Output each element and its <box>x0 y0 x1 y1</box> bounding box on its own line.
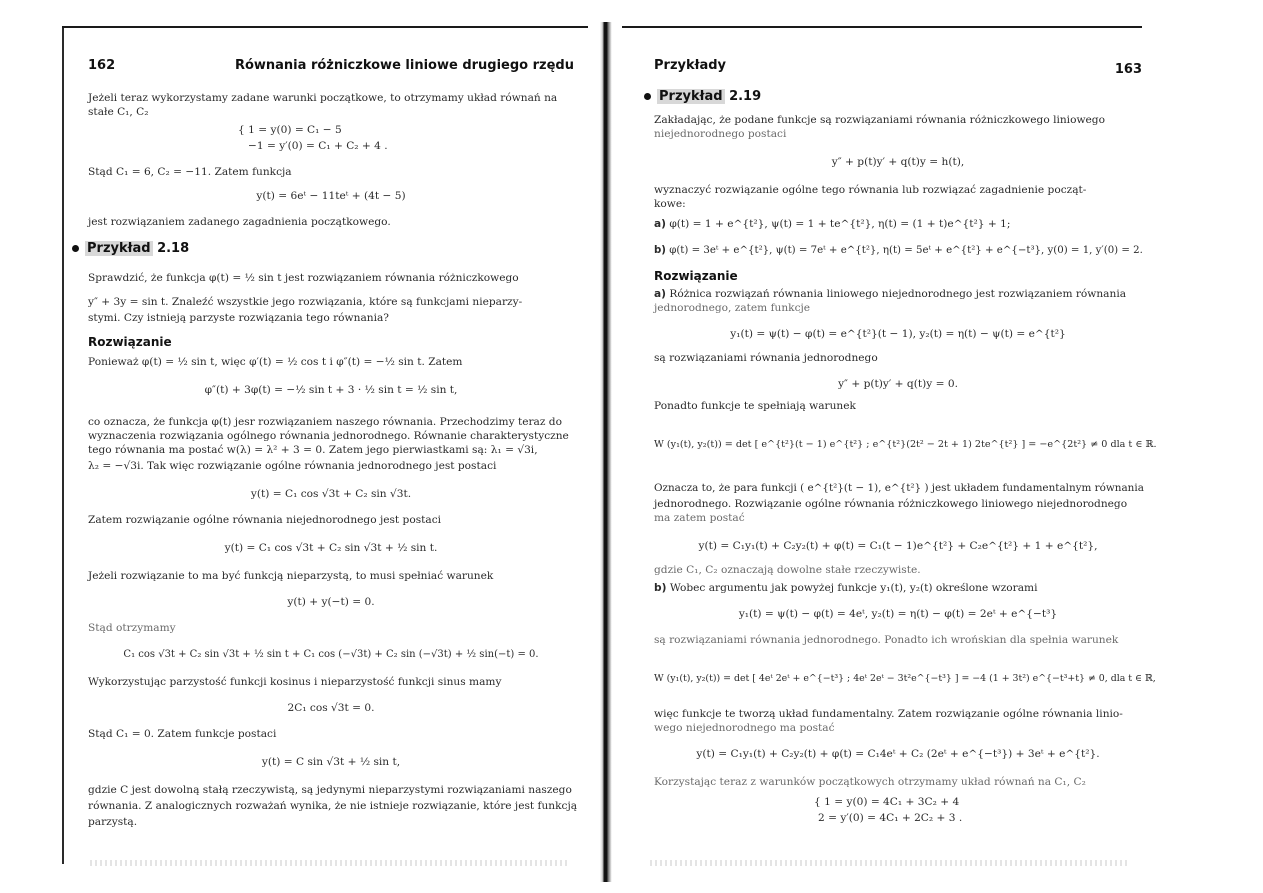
solution-heading: Rozwiązanie <box>88 335 172 349</box>
item-b <box>654 244 1143 257</box>
example-label: Przykład <box>659 89 723 104</box>
text-line: więc funkcje te tworzą układ fundamentalny. Zatem rozwiązanie ogólne równania linio- <box>654 708 1123 720</box>
text-line: gdzie C jest dowolną stałą rzeczywistą, są jedynymi nieparzystymi rozwiązaniami naszego <box>88 784 572 796</box>
text-line: wego niejednorodnego ma postać <box>654 722 835 734</box>
text-line: co oznacza, że funkcja φ(t) jesr rozwiązaniem naszego równania. Przechodzimy teraz do <box>88 416 562 428</box>
bullet-icon <box>644 93 651 100</box>
solution-a-label: a) <box>654 288 666 300</box>
wronskian-equation: W (y₁(t), y₂(t)) = det [ 4eᵗ 2eᵗ + e^{−t³} ; 4eᵗ 2eᵗ − 3t²e^{−t³} ] = −4 (1 + 3t²) e^{−t³+t} ≠ 0, dla t ∈ ℝ, <box>654 673 1156 684</box>
text-line: Zakładając, że podane funkcje są rozwiązaniami równania różniczkowego liniowego <box>654 114 1105 126</box>
text-line: wyznaczenia rozwiązania ogólnego równania jednorodnego. Równanie charakterystyczne <box>88 430 569 442</box>
running-header-left: Równania różniczkowe liniowe drugiego rzędu <box>234 58 574 73</box>
wronskian-equation: W (y₁(t), y₂(t)) = det [ e^{t²}(t − 1) e^{t²} ; e^{t²}(2t² − 2t + 1) 2te^{t²} ] = −e^{2t²} ≠ 0 dla t ∈ ℝ. <box>654 439 1157 450</box>
text-line: jednorodnego. Rozwiązanie ogólne równania różniczkowego liniowego niejednorodnego <box>654 498 1128 510</box>
equation: y″ + p(t)y′ + q(t)y = h(t), <box>831 156 965 168</box>
text-line: Oznacza to, że para funkcji ( e^{t²}(t − 1), e^{t²} ) jest układem fundamentalnym równania <box>654 482 1144 494</box>
equation: y(t) + y(−t) = 0. <box>287 596 375 608</box>
equation: y₁(t) = ψ(t) − φ(t) = e^{t²}(t − 1), y₂(t) = η(t) − ψ(t) = e^{t²} <box>730 328 1066 340</box>
text-line: Wobec argumentu jak powyżej funkcje y₁(t), y₂(t) określone wzorami <box>669 582 1038 594</box>
text-line: Jeżeli teraz wykorzystamy zadane warunki początkowe, to otrzymamy układ równań na <box>88 92 558 104</box>
text-line: stałe C₁, C₂ <box>88 106 149 118</box>
equation: { 1 = y(0) = C₁ − 5 <box>238 124 342 136</box>
text-line: stymi. Czy istnieją parzyste rozwiązania tego równania? <box>88 312 389 324</box>
text-line: Zatem rozwiązanie ogólne równania niejednorodnego jest postaci <box>88 514 442 526</box>
bottom-scan-noise-left <box>90 860 570 866</box>
equation: y(t) = 6eᵗ − 11teᵗ + (4t − 5) <box>256 190 406 202</box>
item-b-text: φ(t) = 3eᵗ + e^{t²}, ψ(t) = 7eᵗ + e^{t²}, η(t) = 5eᵗ + e^{t²} + e^{−t³}, y(0) = 1, y′(0) = 2. <box>669 245 1143 256</box>
text-line: Ponadto funkcje te spełniają warunek <box>654 400 856 412</box>
text-line: Jeżeli rozwiązanie to ma być funkcją nieparzystą, to musi spełniać warunek <box>88 570 494 582</box>
example-label: Przykład <box>87 241 151 256</box>
text-line: są rozwiązaniami równania jednorodnego <box>654 352 878 364</box>
text-line: parzystą. <box>88 816 138 828</box>
text-line: niejednorodnego postaci <box>654 128 787 140</box>
text-line: Stąd otrzymamy <box>88 622 176 634</box>
equation: 2 = y′(0) = 4C₁ + 2C₂ + 3 . <box>818 812 963 824</box>
text-line: Sprawdzić, że funkcja φ(t) = ½ sin t jest rozwiązaniem równania różniczkowego <box>88 272 519 284</box>
text-line: kowe: <box>654 198 686 210</box>
equation: φ″(t) + 3φ(t) = −½ sin t + 3 · ½ sin t = ½ sin t, <box>204 384 458 396</box>
equation: y″ + p(t)y′ + q(t)y = 0. <box>838 378 958 390</box>
text-line: Wykorzystując parzystość funkcji kosinus i nieparzystość funkcji sinus mamy <box>88 676 502 688</box>
book-spine <box>588 22 622 882</box>
solution-heading: Rozwiązanie <box>654 269 738 283</box>
equation: y(t) = C sin √3t + ½ sin t, <box>261 756 401 768</box>
solution-a-first <box>654 288 1126 301</box>
equation: y(t) = C₁ cos √3t + C₂ sin √3t + ½ sin t. <box>224 542 438 554</box>
equation: y(t) = C₁y₁(t) + C₂y₂(t) + φ(t) = C₁(t − 1)e^{t²} + C₂e^{t²} + 1 + e^{t²}, <box>698 540 1098 552</box>
item-a-text: φ(t) = 1 + e^{t²}, ψ(t) = 1 + te^{t²}, η(t) = (1 + t)e^{t²} + 1; <box>669 218 1011 230</box>
equation: C₁ cos √3t + C₂ sin √3t + ½ sin t + C₁ cos (−√3t) + C₂ sin (−√3t) + ½ sin(−t) = 0. <box>123 649 539 660</box>
text-line: Stąd C₁ = 6, C₂ = −11. Zatem funkcja <box>88 166 292 178</box>
equation: y(t) = C₁ cos √3t + C₂ sin √3t. <box>250 488 412 500</box>
text-line: Różnica rozwiązań równania liniowego niejednorodnego jest rozwiązaniem równania <box>669 288 1127 300</box>
item-a-label: a) <box>654 218 666 230</box>
text-line: ma zatem postać <box>654 512 745 524</box>
equation: { 1 = y(0) = 4C₁ + 3C₂ + 4 <box>814 796 960 808</box>
equation: y₁(t) = ψ(t) − φ(t) = 4eᵗ, y₂(t) = η(t) − φ(t) = 2eᵗ + e^{−t³} <box>738 608 1058 620</box>
example-number: 2.18 <box>157 241 190 256</box>
bullet-icon <box>72 245 79 252</box>
page-number-left: 162 <box>88 58 116 73</box>
text-line: równania. Z analogicznych rozważań wynika, że nie istnieje rozwiązanie, które jest funkcją <box>88 800 578 812</box>
text-line: gdzie C₁, C₂ oznaczają dowolne stałe rzeczywiste. <box>654 564 921 576</box>
text-line: tego równania ma postać w(λ) = λ² + 3 = 0. Zatem jego pierwiastkami są: λ₁ = √3i, <box>88 444 538 456</box>
example-heading <box>72 242 189 255</box>
page-edge-left <box>62 28 64 864</box>
item-a <box>654 218 1010 231</box>
text-line: wyznaczyć rozwiązanie ogólne tego równania lub rozwiązać zagadnienie począt- <box>654 184 1087 196</box>
item-b-label: b) <box>654 245 666 256</box>
example-number: 2.19 <box>729 89 762 104</box>
text-line: Ponieważ φ(t) = ½ sin t, więc φ′(t) = ½ cos t i φ″(t) = −½ sin t. Zatem <box>88 356 463 368</box>
text-line: są rozwiązaniami równania jednorodnego. Ponadto ich wrońskian dla spełnia warunek <box>654 634 1119 646</box>
solution-b-first <box>654 582 1037 595</box>
text-line: Korzystając teraz z warunków początkowych otrzymamy układ równań na C₁, C₂ <box>654 776 1086 788</box>
text-line: Stąd C₁ = 0. Zatem funkcje postaci <box>88 728 277 740</box>
top-rule-left <box>62 26 590 28</box>
running-header-right: Przykłady <box>654 58 727 73</box>
bottom-scan-noise-right <box>650 860 1130 866</box>
text-line: jednorodnego, zatem funkcje <box>654 302 811 314</box>
solution-b-label: b) <box>654 582 667 594</box>
top-rule-right <box>622 26 1142 28</box>
text-line: jest rozwiązaniem zadanego zagadnienia początkowego. <box>88 216 391 228</box>
equation: 2C₁ cos √3t = 0. <box>287 702 375 714</box>
text-line: λ₂ = −√3i. Tak więc rozwiązanie ogólne równania jednorodnego jest postaci <box>88 460 497 472</box>
text-line: y″ + 3y = sin t. Znaleźć wszystkie jego rozwiązania, które są funkcjami nieparzy- <box>88 296 523 308</box>
equation: −1 = y′(0) = C₁ + C₂ + 4 . <box>248 140 388 152</box>
example-heading <box>644 90 761 103</box>
equation: y(t) = C₁y₁(t) + C₂y₂(t) + φ(t) = C₁4eᵗ + C₂ (2eᵗ + e^{−t³}) + 3eᵗ + e^{t²}. <box>696 748 1100 760</box>
page-number-right: 163 <box>1114 62 1142 77</box>
